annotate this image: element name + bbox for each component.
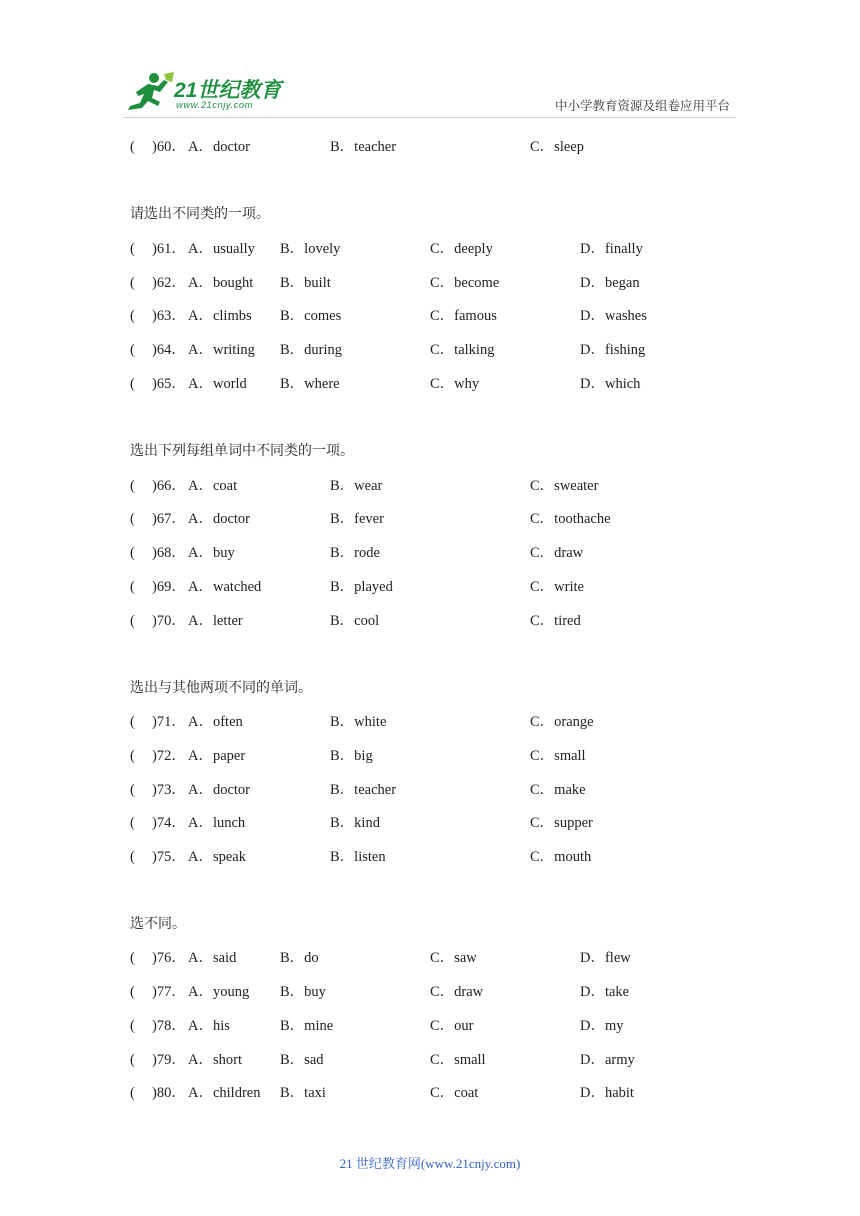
question-row (0, 543, 860, 563)
option-c[interactable]: C．talking (430, 342, 495, 358)
option-a[interactable]: A．paper (188, 748, 246, 764)
option-b[interactable]: B．teacher (330, 139, 397, 155)
answer-paren[interactable]: ( (130, 782, 135, 798)
option-d[interactable]: D．my (580, 1018, 624, 1034)
option-b[interactable]: B．rode (330, 545, 380, 561)
option-a[interactable]: A．doctor (188, 139, 251, 155)
option-a[interactable]: A．speak (188, 849, 246, 865)
option-c[interactable]: C．our (430, 1018, 474, 1034)
option-b[interactable]: B．white (330, 714, 387, 730)
question-number: )68． (152, 545, 186, 561)
answer-paren[interactable]: ( (130, 139, 135, 155)
option-a[interactable]: A．watched (188, 579, 262, 595)
question-row (0, 1016, 860, 1036)
question-row (0, 239, 860, 259)
option-c[interactable]: C．why (430, 376, 480, 392)
runner-logo-icon (124, 70, 176, 114)
option-c[interactable]: C．make (530, 782, 586, 798)
question-row (0, 780, 860, 800)
answer-paren[interactable]: ( (130, 545, 135, 561)
option-b[interactable]: B．fever (330, 511, 384, 527)
option-b[interactable]: B．comes (280, 308, 342, 324)
logo-text: 21世纪教育 (174, 79, 282, 102)
option-a[interactable]: A．said (188, 950, 237, 966)
answer-paren[interactable]: ( (130, 579, 135, 595)
answer-paren[interactable]: ( (130, 478, 135, 494)
option-c[interactable]: C．write (530, 579, 584, 595)
option-d[interactable]: D．habit (580, 1085, 634, 1101)
option-c[interactable]: C．small (430, 1052, 486, 1068)
option-c[interactable]: C．coat (430, 1085, 479, 1101)
option-b[interactable]: B．kind (330, 815, 380, 831)
option-d[interactable]: D．army (580, 1052, 635, 1068)
option-d[interactable]: D．began (580, 275, 640, 291)
question-number: )65． (152, 376, 186, 392)
answer-paren[interactable]: ( (130, 950, 135, 966)
page-header (0, 0, 860, 130)
option-b[interactable]: B．built (280, 275, 331, 291)
option-b[interactable]: B．listen (330, 849, 386, 865)
option-b[interactable]: B．big (330, 748, 373, 764)
option-a[interactable]: A．lunch (188, 815, 246, 831)
answer-paren[interactable]: ( (130, 342, 135, 358)
option-c[interactable]: C．mouth (530, 849, 592, 865)
answer-paren[interactable]: ( (130, 511, 135, 527)
option-a[interactable]: A．world (188, 376, 247, 392)
option-a[interactable]: A．buy (188, 545, 235, 561)
question-number: )67． (152, 511, 186, 527)
answer-paren[interactable]: ( (130, 308, 135, 324)
question-number: )70． (152, 613, 186, 629)
option-c[interactable]: C．become (430, 275, 500, 291)
question-number: )74． (152, 815, 186, 831)
question-row (0, 273, 860, 293)
option-c[interactable]: C．toothache (530, 511, 611, 527)
option-c[interactable]: C．supper (530, 815, 593, 831)
option-d[interactable]: D．fishing (580, 342, 646, 358)
question-number: )80． (152, 1085, 186, 1101)
option-a[interactable]: A．children (188, 1085, 261, 1101)
option-b[interactable]: B．played (330, 579, 393, 595)
option-a[interactable]: A．doctor (188, 782, 251, 798)
section-instruction: 选出与其他两项不同的单词。 (130, 680, 312, 696)
question-row (0, 306, 860, 326)
question-row (0, 712, 860, 732)
question-row (0, 137, 860, 157)
option-d[interactable]: D．which (580, 376, 641, 392)
option-d[interactable]: D．washes (580, 308, 647, 324)
question-row (0, 611, 860, 631)
question-number: )77． (152, 984, 186, 1000)
question-number: )79． (152, 1052, 186, 1068)
question-row (0, 1083, 860, 1103)
question-number: )63． (152, 308, 186, 324)
option-a[interactable]: A．usually (188, 241, 255, 257)
option-a[interactable]: A．young (188, 984, 250, 1000)
question-number: )66． (152, 478, 186, 494)
option-c[interactable]: C．deeply (430, 241, 493, 257)
option-a[interactable]: A．writing (188, 342, 255, 358)
question-number: )76． (152, 950, 186, 966)
page-footer[interactable]: 21 世纪教育网(www.21cnjy.com) (339, 1156, 521, 1171)
question-number: )71． (152, 714, 186, 730)
option-c[interactable]: C．saw (430, 950, 477, 966)
option-a[interactable]: A．coat (188, 478, 238, 494)
answer-paren[interactable]: ( (130, 1085, 135, 1101)
question-row (0, 374, 860, 394)
answer-paren[interactable]: ( (130, 815, 135, 831)
question-row (0, 509, 860, 529)
question-row (0, 746, 860, 766)
question-number: )75． (152, 849, 186, 865)
option-b[interactable]: B．where (280, 376, 340, 392)
site-logo[interactable] (124, 70, 294, 114)
option-a[interactable]: A．short (188, 1052, 242, 1068)
option-b[interactable]: B．taxi (280, 1085, 326, 1101)
option-c[interactable]: C．sweater (530, 478, 599, 494)
option-a[interactable]: A．doctor (188, 511, 251, 527)
option-b[interactable]: B．cool (330, 613, 380, 629)
option-a[interactable]: A．letter (188, 613, 243, 629)
option-b[interactable]: B．teacher (330, 782, 397, 798)
question-row (0, 476, 860, 496)
question-number: )64． (152, 342, 186, 358)
answer-paren[interactable]: ( (130, 1052, 135, 1068)
answer-paren[interactable]: ( (130, 241, 135, 257)
option-d[interactable]: D．flew (580, 950, 631, 966)
answer-paren[interactable]: ( (130, 1018, 135, 1034)
option-c[interactable]: C．draw (430, 984, 484, 1000)
answer-paren[interactable]: ( (130, 748, 135, 764)
option-d[interactable]: D．take (580, 984, 630, 1000)
question-number: )69． (152, 579, 186, 595)
answer-paren[interactable]: ( (130, 613, 135, 629)
option-b[interactable]: B．wear (330, 478, 383, 494)
option-b[interactable]: B．buy (280, 984, 326, 1000)
option-c[interactable]: C．draw (530, 545, 584, 561)
question-number: )61． (152, 241, 186, 257)
question-row (0, 577, 860, 597)
answer-paren[interactable]: ( (130, 849, 135, 865)
option-b[interactable]: B．do (280, 950, 319, 966)
question-row (0, 847, 860, 867)
question-row (0, 948, 860, 968)
logo-url: www.21cnjy.com (176, 100, 254, 111)
answer-paren[interactable]: ( (130, 275, 135, 291)
option-a[interactable]: A．his (188, 1018, 230, 1034)
question-row (0, 813, 860, 833)
question-number: )72． (152, 748, 186, 764)
option-a[interactable]: A．climbs (188, 308, 252, 324)
option-b[interactable]: B．lovely (280, 241, 341, 257)
question-number: )73． (152, 782, 186, 798)
question-number: )60． (152, 139, 186, 155)
section-instruction: 选出下列每组单词中不同类的一项。 (130, 443, 354, 459)
option-c[interactable]: C．famous (430, 308, 497, 324)
option-b[interactable]: B．sad (280, 1052, 324, 1068)
header-divider (124, 117, 736, 118)
site-tagline: 中小学教育资源及组卷应用平台 (554, 98, 730, 113)
question-row (0, 1050, 860, 1070)
option-d[interactable]: D．finally (580, 241, 643, 257)
answer-paren[interactable]: ( (130, 376, 135, 392)
option-b[interactable]: B．mine (280, 1018, 334, 1034)
option-c[interactable]: C．tired (530, 613, 581, 629)
question-number: )62． (152, 275, 186, 291)
option-b[interactable]: B．during (280, 342, 343, 358)
answer-paren[interactable]: ( (130, 984, 135, 1000)
question-number: )78． (152, 1018, 186, 1034)
section-instruction: 选不同。 (130, 916, 186, 932)
option-c[interactable]: C．small (530, 748, 586, 764)
option-c[interactable]: C．orange (530, 714, 594, 730)
section-instruction: 请选出不同类的一项。 (130, 206, 270, 222)
option-c[interactable]: C．sleep (530, 139, 584, 155)
option-a[interactable]: A．bought (188, 275, 254, 291)
question-row (0, 340, 860, 360)
option-a[interactable]: A．often (188, 714, 243, 730)
answer-paren[interactable]: ( (130, 714, 135, 730)
question-row (0, 982, 860, 1002)
